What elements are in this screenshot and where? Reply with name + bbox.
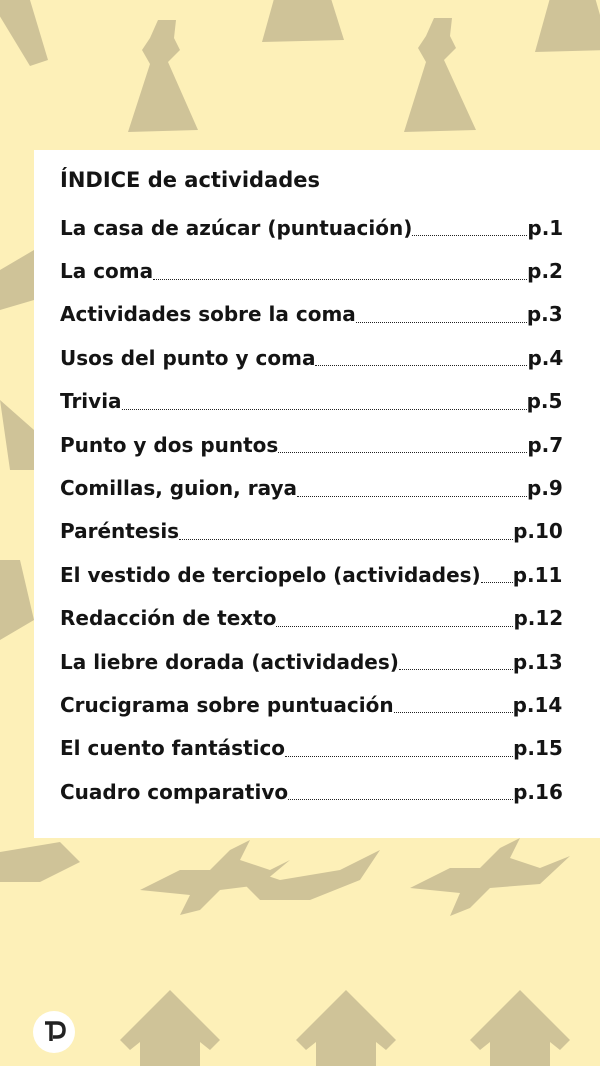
toc-entry-page: p.3 — [526, 302, 563, 327]
brand-logo[interactable] — [33, 1011, 75, 1053]
toc-entry[interactable] — [60, 206, 600, 249]
toc-entry[interactable] — [60, 640, 600, 683]
toc-entry-label: Actividades sobre la coma — [60, 302, 356, 327]
toc-leader-dots — [315, 363, 527, 366]
toc-leader-dots — [276, 624, 513, 627]
toc-entry-label: Paréntesis — [60, 519, 180, 544]
toc-entry-page: p.13 — [512, 649, 563, 674]
toc-entry-page: p.5 — [526, 389, 563, 414]
toc-entry-page: p.12 — [513, 606, 564, 631]
toc-entry[interactable] — [60, 553, 600, 596]
toc-entry-label: Punto y dos puntos — [60, 432, 279, 457]
toc-entry-label: Cuadro comparativo — [60, 779, 289, 804]
toc-leader-dots — [356, 320, 527, 323]
toc-entry-page: p.9 — [527, 476, 563, 501]
index-title: ÍNDICE de actividades — [60, 168, 321, 192]
dress-icon — [0, 0, 48, 66]
rabbit-icon — [220, 850, 380, 900]
toc-leader-dots — [394, 710, 513, 713]
toc-leader-dots — [278, 450, 527, 453]
house-icon — [120, 990, 220, 1066]
toc-entry[interactable] — [60, 597, 600, 640]
toc-leader-dots — [153, 277, 527, 280]
house-icon — [470, 990, 570, 1066]
toc-entry[interactable] — [60, 510, 600, 553]
toc-entry-page: p.1 — [527, 215, 564, 240]
toc-entry[interactable] — [60, 380, 600, 423]
dress-icon — [128, 20, 198, 132]
toc-leader-dots — [481, 580, 513, 583]
table-of-contents — [60, 206, 600, 813]
dress-icon — [262, 0, 344, 42]
rabbit-icon — [0, 250, 34, 310]
house-icon — [296, 990, 396, 1066]
dress-icon — [535, 0, 600, 52]
toc-leader-dots — [288, 797, 513, 800]
toc-entry-page: p.4 — [527, 345, 564, 370]
house-icon — [0, 400, 34, 470]
toc-entry[interactable] — [60, 293, 600, 336]
toc-entry-label: El vestido de terciopelo (actividades) — [60, 562, 481, 587]
toc-entry-page: p.11 — [512, 562, 563, 587]
toc-entry-label: Crucigrama sobre puntuación — [60, 692, 394, 717]
toc-entry[interactable] — [60, 466, 600, 509]
rabbit-icon — [410, 838, 570, 916]
toc-leader-dots — [179, 537, 513, 540]
dress-icon — [404, 18, 476, 132]
brand-logo-icon — [41, 1019, 67, 1045]
toc-entry-label: Trivia — [60, 389, 122, 414]
toc-entry-label: Usos del punto y coma — [60, 345, 316, 370]
toc-leader-dots — [297, 494, 527, 497]
toc-leader-dots — [285, 754, 513, 757]
toc-entry[interactable] — [60, 770, 600, 813]
toc-entry-label: Comillas, guion, raya — [60, 476, 298, 501]
toc-entry-page: p.16 — [513, 779, 563, 804]
toc-entry-label: Redacción de texto — [60, 606, 277, 631]
toc-entry-label: La casa de azúcar (puntuación) — [60, 215, 413, 240]
toc-leader-dots — [399, 667, 513, 670]
toc-entry[interactable] — [60, 336, 600, 379]
toc-entry-label: El cuento fantástico — [60, 736, 286, 761]
toc-leader-dots — [412, 233, 527, 236]
toc-entry-page: p.10 — [513, 519, 563, 544]
toc-entry[interactable] — [60, 727, 600, 770]
rabbit-icon — [0, 842, 80, 882]
toc-entry-page: p.7 — [527, 432, 564, 457]
toc-entry[interactable] — [60, 249, 600, 292]
toc-entry-page: p.2 — [527, 259, 563, 284]
toc-entry[interactable] — [60, 683, 600, 726]
dress-icon — [0, 560, 34, 640]
index-card — [34, 150, 600, 838]
toc-entry-label: La coma — [60, 259, 154, 284]
toc-entry[interactable] — [60, 423, 600, 466]
toc-entry-label: La liebre dorada (actividades) — [60, 649, 399, 674]
toc-entry-page: p.15 — [513, 736, 563, 761]
toc-leader-dots — [122, 407, 527, 410]
toc-entry-page: p.14 — [512, 692, 563, 717]
